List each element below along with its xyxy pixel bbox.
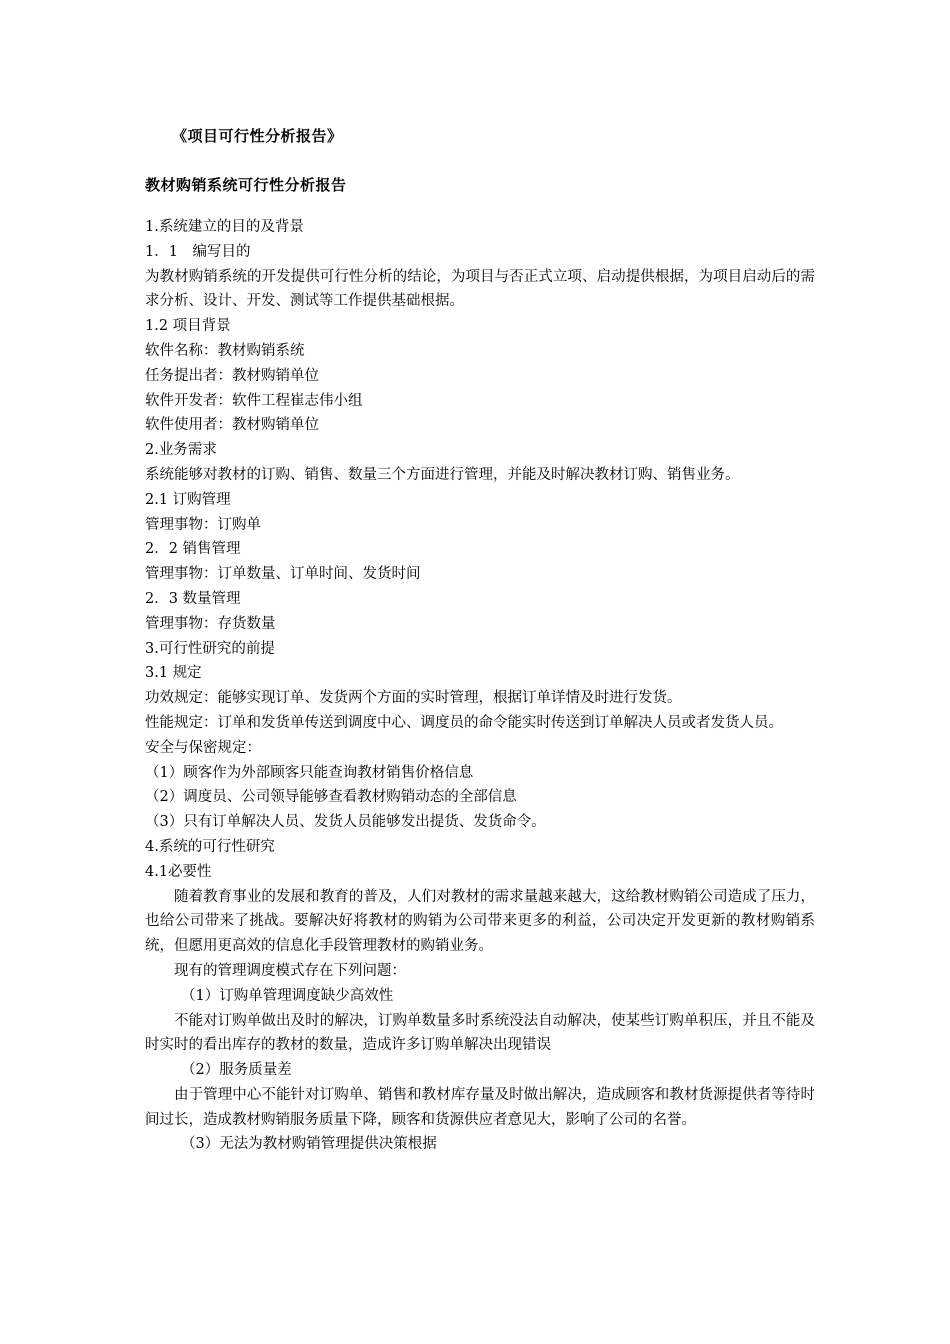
user-line: 软件使用者：教材购销单位 (145, 417, 319, 434)
report-title: 教材购销系统可行性分析报告 (145, 176, 347, 194)
security-item: （3）只有订单解决人员、发货人员能够发出提货、发货命令。 (145, 814, 546, 831)
problem-body-2: 由于管理中心不能针对订购单、销售和教材库存量及时做出解决，造成顾客和教材货源提供者等待时间过长，造成教材购销服务质量下降，顾客和货源供应者意见大，影响了公司的名誉。 (145, 1086, 815, 1128)
section-heading-1-1: 1．1 编写目的 (145, 243, 251, 260)
section-heading-2-2: 2．2 销售管理 (145, 541, 241, 558)
section-heading-2-3: 2．3 数量管理 (145, 590, 241, 607)
order-management-line: 管理事物：订购单 (145, 516, 261, 533)
paragraph-business-needs: 系统能够对教材的订购、销售、数量三个方面进行管理，并能及时解决教材订购、销售业务。 (145, 466, 740, 483)
section-heading-1-2: 1.2 项目背景 (145, 318, 231, 335)
task-proposer-line: 任务提出者：教材购销单位 (145, 367, 319, 384)
section-heading-3: 3.可行性研究的前提 (145, 640, 275, 657)
security-requirement-heading: 安全与保密规定： (145, 739, 261, 756)
security-item: （2）调度员、公司领导能够查看教材购销动态的全部信息 (145, 789, 517, 806)
paragraph-purpose: 为教材购销系统的开发提供可行性分析的结论，为项目与否正式立项、启动提供根据，为项目启动后的需求分析、设计、开发、测试等工作提供基础根据。 (145, 268, 815, 310)
section-heading-3-1: 3.1 规定 (145, 665, 202, 682)
paragraph-necessity: 随着教育事业的发展和教育的普及，人们对教材的需求量越来越大，这给教材购销公司造成了压力，也给公司带来了挑战。要解决好将教材的购销为公司带来更多的利益，公司决定开发更新的教材购销系统，但愿用更高效的信息化手段管理教材的购销业务。 (145, 888, 815, 955)
security-item: （1）顾客作为外部顾客只能查询教材销售价格信息 (145, 764, 474, 781)
problem-heading-1: （1）订购单管理调度缺少高效性 (181, 987, 394, 1004)
section-heading-4-1: 4.1必要性 (145, 863, 212, 880)
document-title: 《项目可行性分析报告》 (172, 127, 343, 145)
problem-body-1: 不能对订购单做出及时的解决，订购单数量多时系统没法自动解决，使某些订购单积压，并且不能及时实时的看出库存的教材的数量，造成许多订购单解决出现错误 (145, 1012, 815, 1054)
sales-management-line: 管理事物：订单数量、订单时间、发货时间 (145, 566, 421, 583)
developer-line: 软件开发者：软件工程崔志伟小组 (145, 392, 363, 409)
section-heading-4: 4.系统的可行性研究 (145, 838, 275, 855)
section-heading-1: 1.系统建立的目的及背景 (145, 219, 304, 235)
problem-heading-3: （3）无法为教材购销管理提供决策根据 (181, 1136, 437, 1153)
paragraph-problems-intro: 现有的管理调度模式存在下列问题： (174, 962, 406, 979)
functional-requirement: 功效规定：能够实现订单、发货两个方面的实时管理，根据订单详情及时进行发货。 (145, 690, 682, 707)
document-body (145, 215, 815, 1157)
performance-requirement: 性能规定：订单和发货单传送到调度中心、调度员的命令能实时传送到订单解决人员或者发货人员。 (145, 714, 783, 731)
section-heading-2-1: 2.1 订购管理 (145, 491, 231, 508)
problem-heading-2: （2）服务质量差 (181, 1062, 292, 1079)
software-name-line: 软件名称：教材购销系统 (145, 342, 305, 359)
quantity-management-line: 管理事物：存货数量 (145, 615, 276, 632)
section-heading-2: 2.业务需求 (145, 442, 217, 459)
